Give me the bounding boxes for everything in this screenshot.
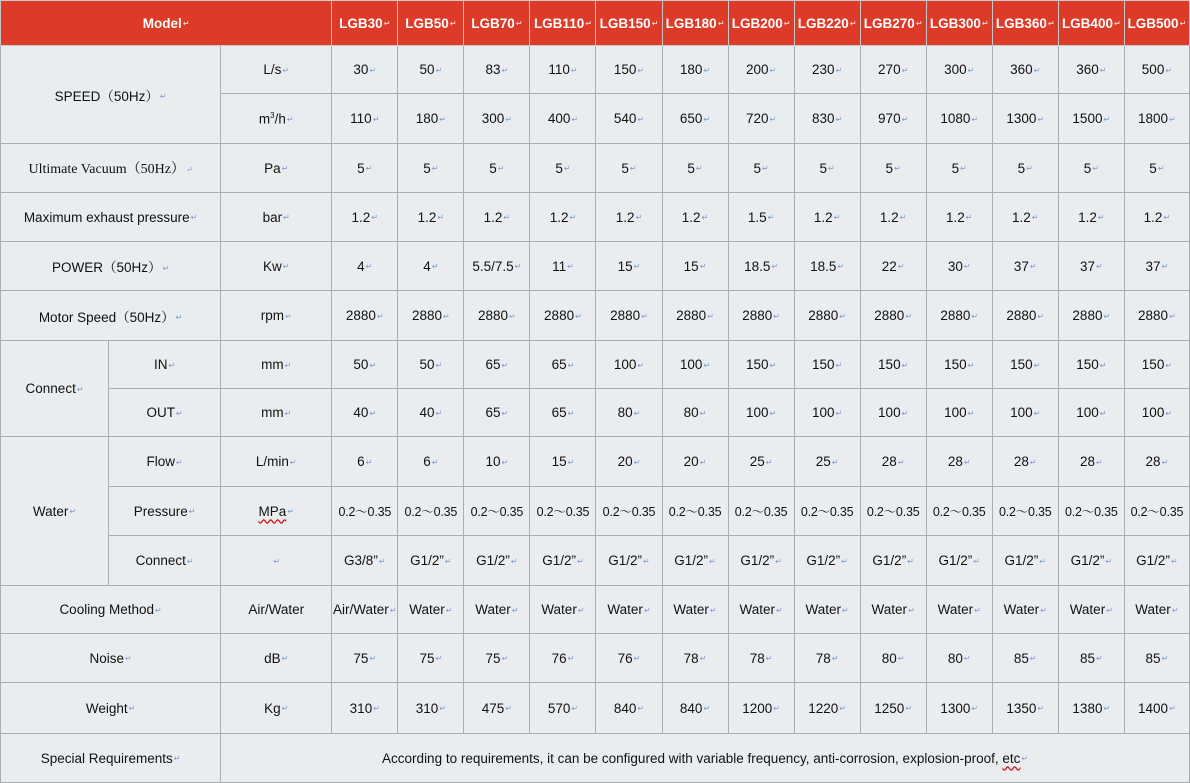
table-cell: 2880↵ — [860, 291, 926, 341]
table-cell: 0.2～0.35 — [1124, 487, 1189, 536]
special-text-etc: etc — [1002, 750, 1021, 766]
power-unit: Kw↵ — [221, 242, 332, 291]
model-header-cell: LGB220↵ — [794, 1, 860, 46]
table-cell: G1/2”↵ — [1058, 536, 1124, 586]
table-cell: Water↵ — [464, 586, 530, 634]
table-cell: 0.2～0.35 — [1058, 487, 1124, 536]
table-cell: G1/2”↵ — [728, 536, 794, 586]
table-cell: 200↵ — [728, 46, 794, 94]
motor-speed-label: Motor Speed（50Hz）↵ — [1, 291, 221, 341]
model-header-cell: LGB360↵ — [992, 1, 1058, 46]
water-label: Water↵ — [1, 437, 109, 586]
table-cell: 570↵ — [530, 683, 596, 734]
table-cell: 1380↵ — [1058, 683, 1124, 734]
table-cell: 5↵ — [1058, 144, 1124, 193]
water-connect-label: Connect↵ — [109, 536, 221, 586]
table-cell: 50↵ — [398, 341, 464, 389]
table-cell: 150↵ — [860, 341, 926, 389]
connect-in-row — [1, 341, 1190, 389]
table-cell: 75↵ — [398, 634, 464, 683]
table-cell: 310↵ — [398, 683, 464, 734]
table-cell: 25↵ — [794, 437, 860, 487]
table-cell: 840↵ — [596, 683, 662, 734]
table-cell: 1.5↵ — [728, 193, 794, 242]
table-cell: Water↵ — [860, 586, 926, 634]
table-cell: 18.5↵ — [794, 242, 860, 291]
table-cell: G1/2”↵ — [860, 536, 926, 586]
table-cell: 1400↵ — [1124, 683, 1189, 734]
weight-row — [1, 683, 1190, 734]
table-cell: 30↵ — [332, 46, 398, 94]
model-header-cell: LGB300↵ — [926, 1, 992, 46]
model-header-cell: LGB500↵ — [1124, 1, 1189, 46]
table-cell: 2880↵ — [332, 291, 398, 341]
table-cell: 0.2～0.35 — [926, 487, 992, 536]
table-cell: 180↵ — [398, 94, 464, 144]
table-cell: 2880↵ — [1058, 291, 1124, 341]
table-cell: 150↵ — [596, 46, 662, 94]
table-cell: 76↵ — [596, 634, 662, 683]
table-cell: 1300↵ — [992, 94, 1058, 144]
table-cell: 65↵ — [464, 389, 530, 437]
model-header-cell: LGB110↵ — [530, 1, 596, 46]
table-cell: 80↵ — [596, 389, 662, 437]
table-cell: G1/2”↵ — [398, 536, 464, 586]
table-cell: Water↵ — [1124, 586, 1189, 634]
table-cell: 1.2↵ — [926, 193, 992, 242]
table-cell: 15↵ — [530, 437, 596, 487]
table-cell: 1.2↵ — [332, 193, 398, 242]
table-cell: 2880↵ — [464, 291, 530, 341]
table-cell: 28↵ — [1058, 437, 1124, 487]
table-cell: 540↵ — [596, 94, 662, 144]
table-cell: Water↵ — [728, 586, 794, 634]
table-cell: 180↵ — [662, 46, 728, 94]
table-cell: 65↵ — [464, 341, 530, 389]
table-cell: 840↵ — [662, 683, 728, 734]
table-cell: G1/2”↵ — [1124, 536, 1189, 586]
special-row — [1, 734, 1190, 783]
water-flow-label: Flow↵ — [109, 437, 221, 487]
motor-speed-row — [1, 291, 1190, 341]
table-cell: 110↵ — [332, 94, 398, 144]
water-flow-row — [1, 437, 1190, 487]
table-cell: 5↵ — [332, 144, 398, 193]
model-header-cell: LGB150↵ — [596, 1, 662, 46]
water-pressure-unit: MPa↵ — [221, 487, 332, 536]
table-cell: 1.2↵ — [1058, 193, 1124, 242]
table-cell: 85↵ — [1058, 634, 1124, 683]
table-cell: 5↵ — [398, 144, 464, 193]
table-cell: 2880↵ — [926, 291, 992, 341]
table-cell: 37↵ — [992, 242, 1058, 291]
table-cell: 100↵ — [860, 389, 926, 437]
table-cell: G3/8”↵ — [332, 536, 398, 586]
table-cell: 5↵ — [728, 144, 794, 193]
table-cell: G1/2”↵ — [596, 536, 662, 586]
table-cell: 2880↵ — [596, 291, 662, 341]
table-cell: 80↵ — [926, 634, 992, 683]
connect-out-row — [1, 389, 1190, 437]
table-cell: 5↵ — [926, 144, 992, 193]
table-cell: 20↵ — [596, 437, 662, 487]
ultimate-vacuum-row — [1, 144, 1190, 193]
table-cell: 500↵ — [1124, 46, 1189, 94]
table-cell: 1.2↵ — [464, 193, 530, 242]
table-cell: G1/2”↵ — [464, 536, 530, 586]
table-cell: 40↵ — [332, 389, 398, 437]
table-cell: 100↵ — [728, 389, 794, 437]
max-exhaust-unit: bar↵ — [221, 193, 332, 242]
cooling-row — [1, 586, 1190, 634]
table-cell: 2880↵ — [530, 291, 596, 341]
table-cell: 25↵ — [728, 437, 794, 487]
table-cell: 0.2～0.35 — [860, 487, 926, 536]
table-cell: 0.2～0.35 — [596, 487, 662, 536]
table-cell: 76↵ — [530, 634, 596, 683]
table-cell: Water↵ — [662, 586, 728, 634]
table-cell: 100↵ — [1058, 389, 1124, 437]
table-cell: 1080↵ — [926, 94, 992, 144]
table-cell: 50↵ — [398, 46, 464, 94]
table-cell: 4↵ — [332, 242, 398, 291]
table-cell: 5↵ — [1124, 144, 1189, 193]
table-cell: 270↵ — [860, 46, 926, 94]
table-cell: 5↵ — [596, 144, 662, 193]
table-cell: 5.5/7.5↵ — [464, 242, 530, 291]
table-cell: Air/Water↵ — [332, 586, 398, 634]
table-cell: 100↵ — [992, 389, 1058, 437]
table-cell: 28↵ — [992, 437, 1058, 487]
table-cell: 300↵ — [926, 46, 992, 94]
table-cell: 28↵ — [1124, 437, 1189, 487]
water-connect-unit: ↵ — [221, 536, 332, 586]
table-cell: 22↵ — [860, 242, 926, 291]
connect-in-label: IN↵ — [109, 341, 221, 389]
table-cell: 1.2↵ — [860, 193, 926, 242]
table-cell: 1200↵ — [728, 683, 794, 734]
table-cell: 1.2↵ — [530, 193, 596, 242]
table-cell: Water↵ — [398, 586, 464, 634]
table-cell: 1.2↵ — [794, 193, 860, 242]
table-cell: 40↵ — [398, 389, 464, 437]
table-cell: 110↵ — [530, 46, 596, 94]
water-pressure-label: Pressure↵ — [109, 487, 221, 536]
table-cell: Water↵ — [596, 586, 662, 634]
table-cell: 0.2～0.35 — [992, 487, 1058, 536]
table-cell: 2880↵ — [728, 291, 794, 341]
table-cell: 150↵ — [1124, 341, 1189, 389]
table-cell: 720↵ — [728, 94, 794, 144]
model-header-cell: LGB50↵ — [398, 1, 464, 46]
table-cell: 100↵ — [1124, 389, 1189, 437]
table-cell: 5↵ — [530, 144, 596, 193]
table-cell: 100↵ — [926, 389, 992, 437]
table-cell: 65↵ — [530, 341, 596, 389]
model-header: Model↵ — [1, 1, 332, 46]
table-cell: 2880↵ — [1124, 291, 1189, 341]
table-cell: G1/2”↵ — [926, 536, 992, 586]
table-cell: 100↵ — [662, 341, 728, 389]
table-cell: 0.2～0.35 — [728, 487, 794, 536]
table-cell: 360↵ — [992, 46, 1058, 94]
table-cell: 5↵ — [662, 144, 728, 193]
model-header-cell: LGB400↵ — [1058, 1, 1124, 46]
table-cell: 85↵ — [1124, 634, 1189, 683]
table-cell: 150↵ — [794, 341, 860, 389]
table-cell: 360↵ — [1058, 46, 1124, 94]
special-label: Special Requirements↵ — [1, 734, 221, 783]
connect-out-label: OUT↵ — [109, 389, 221, 437]
table-cell: 6↵ — [332, 437, 398, 487]
table-cell: 15↵ — [596, 242, 662, 291]
table-cell: Water↵ — [530, 586, 596, 634]
table-cell: 6↵ — [398, 437, 464, 487]
weight-unit: Kg↵ — [221, 683, 332, 734]
water-flow-unit: L/min↵ — [221, 437, 332, 487]
table-cell: 300↵ — [464, 94, 530, 144]
table-cell: G1/2”↵ — [992, 536, 1058, 586]
table-cell: 100↵ — [794, 389, 860, 437]
table-cell: 400↵ — [530, 94, 596, 144]
model-header-cell: LGB180↵ — [662, 1, 728, 46]
table-cell: 5↵ — [992, 144, 1058, 193]
table-cell: 5↵ — [860, 144, 926, 193]
table-cell: 150↵ — [1058, 341, 1124, 389]
table-cell: Water↵ — [926, 586, 992, 634]
motor-speed-unit: rpm↵ — [221, 291, 332, 341]
table-cell: 150↵ — [728, 341, 794, 389]
table-cell: 2880↵ — [662, 291, 728, 341]
table-cell: 10↵ — [464, 437, 530, 487]
speed-unit-ls: L/s↵ — [221, 46, 332, 94]
table-cell: 30↵ — [926, 242, 992, 291]
table-cell: 150↵ — [926, 341, 992, 389]
table-cell: 100↵ — [596, 341, 662, 389]
table-cell: 0.2～0.35 — [662, 487, 728, 536]
power-row — [1, 242, 1190, 291]
header-row — [1, 1, 1190, 46]
table-cell: 1250↵ — [860, 683, 926, 734]
table-cell: 83↵ — [464, 46, 530, 94]
speed-label: SPEED（50Hz）↵ — [1, 46, 221, 144]
speed-row-1 — [1, 46, 1190, 94]
water-pressure-row — [1, 487, 1190, 536]
table-cell: Water↵ — [992, 586, 1058, 634]
model-header-cell: LGB70↵ — [464, 1, 530, 46]
table-cell: 2880↵ — [992, 291, 1058, 341]
max-exhaust-label: Maximum exhaust pressure↵ — [1, 193, 221, 242]
special-text: According to requirements, it can be configured with variable frequency, anti-corrosion, explosion-proof, etc↵ — [221, 734, 1190, 783]
connect-label: Connect↵ — [1, 341, 109, 437]
table-cell: 1350↵ — [992, 683, 1058, 734]
table-cell: 37↵ — [1124, 242, 1189, 291]
table-cell: 50↵ — [332, 341, 398, 389]
table-cell: 0.2～0.35 — [398, 487, 464, 536]
table-cell: 0.2～0.35 — [530, 487, 596, 536]
table-cell: 1500↵ — [1058, 94, 1124, 144]
table-cell: 37↵ — [1058, 242, 1124, 291]
table-cell: 75↵ — [332, 634, 398, 683]
table-cell: G1/2”↵ — [794, 536, 860, 586]
table-cell: 5↵ — [794, 144, 860, 193]
table-cell: 830↵ — [794, 94, 860, 144]
ultimate-vacuum-label: Ultimate Vacuum（50Hz）↵ — [1, 144, 221, 193]
model-header-cell: LGB30↵ — [332, 1, 398, 46]
table-cell: 20↵ — [662, 437, 728, 487]
cooling-unit: Air/Water — [221, 586, 332, 634]
table-cell: 150↵ — [992, 341, 1058, 389]
table-cell: 650↵ — [662, 94, 728, 144]
table-cell: 1.2↵ — [1124, 193, 1189, 242]
table-cell: Water↵ — [794, 586, 860, 634]
speed-unit-m3h: $m^3/h↵$ — [221, 94, 332, 144]
table-cell: 1.2↵ — [398, 193, 464, 242]
connect-out-unit: mm↵ — [221, 389, 332, 437]
table-cell: 475↵ — [464, 683, 530, 734]
table-cell: 0.2～0.35 — [332, 487, 398, 536]
table-cell: G1/2”↵ — [530, 536, 596, 586]
ultimate-vacuum-unit: Pa↵ — [221, 144, 332, 193]
power-label: POWER（50Hz）↵ — [1, 242, 221, 291]
table-cell: 1220↵ — [794, 683, 860, 734]
table-cell: 2880↵ — [398, 291, 464, 341]
table-cell: 1.2↵ — [992, 193, 1058, 242]
cooling-label: Cooling Method↵ — [1, 586, 221, 634]
model-header-cell: LGB270↵ — [860, 1, 926, 46]
table-cell: 5↵ — [464, 144, 530, 193]
weight-label: Weight↵ — [1, 683, 221, 734]
table-cell: 85↵ — [992, 634, 1058, 683]
water-connect-row — [1, 536, 1190, 586]
table-cell: 18.5↵ — [728, 242, 794, 291]
table-cell: 1800↵ — [1124, 94, 1189, 144]
table-cell: 65↵ — [530, 389, 596, 437]
noise-label: Noise↵ — [1, 634, 221, 683]
table-cell: 78↵ — [662, 634, 728, 683]
table-cell: 78↵ — [728, 634, 794, 683]
table-cell: 970↵ — [860, 94, 926, 144]
connect-in-unit: mm↵ — [221, 341, 332, 389]
table-cell: 0.2～0.35 — [464, 487, 530, 536]
table-cell: 11↵ — [530, 242, 596, 291]
table-cell: 4↵ — [398, 242, 464, 291]
noise-unit: dB↵ — [221, 634, 332, 683]
table-cell: 230↵ — [794, 46, 860, 94]
table-cell: 310↵ — [332, 683, 398, 734]
table-cell: 28↵ — [926, 437, 992, 487]
table-cell: 28↵ — [860, 437, 926, 487]
table-cell: 80↵ — [662, 389, 728, 437]
table-cell: 0.2～0.35 — [794, 487, 860, 536]
table-cell: 1.2↵ — [596, 193, 662, 242]
noise-row — [1, 634, 1190, 683]
table-cell: 2880↵ — [794, 291, 860, 341]
table-cell: G1/2”↵ — [662, 536, 728, 586]
table-cell: 1.2↵ — [662, 193, 728, 242]
table-cell: 75↵ — [464, 634, 530, 683]
special-text-main: According to requirements, it can be configured with variable frequency, anti-corrosion, explosion-proof, — [382, 750, 1003, 766]
table-cell: Water↵ — [1058, 586, 1124, 634]
table-cell: 1300↵ — [926, 683, 992, 734]
table-cell: 80↵ — [860, 634, 926, 683]
model-header-cell: LGB200↵ — [728, 1, 794, 46]
table-cell: 15↵ — [662, 242, 728, 291]
max-exhaust-row — [1, 193, 1190, 242]
table-cell: 78↵ — [794, 634, 860, 683]
